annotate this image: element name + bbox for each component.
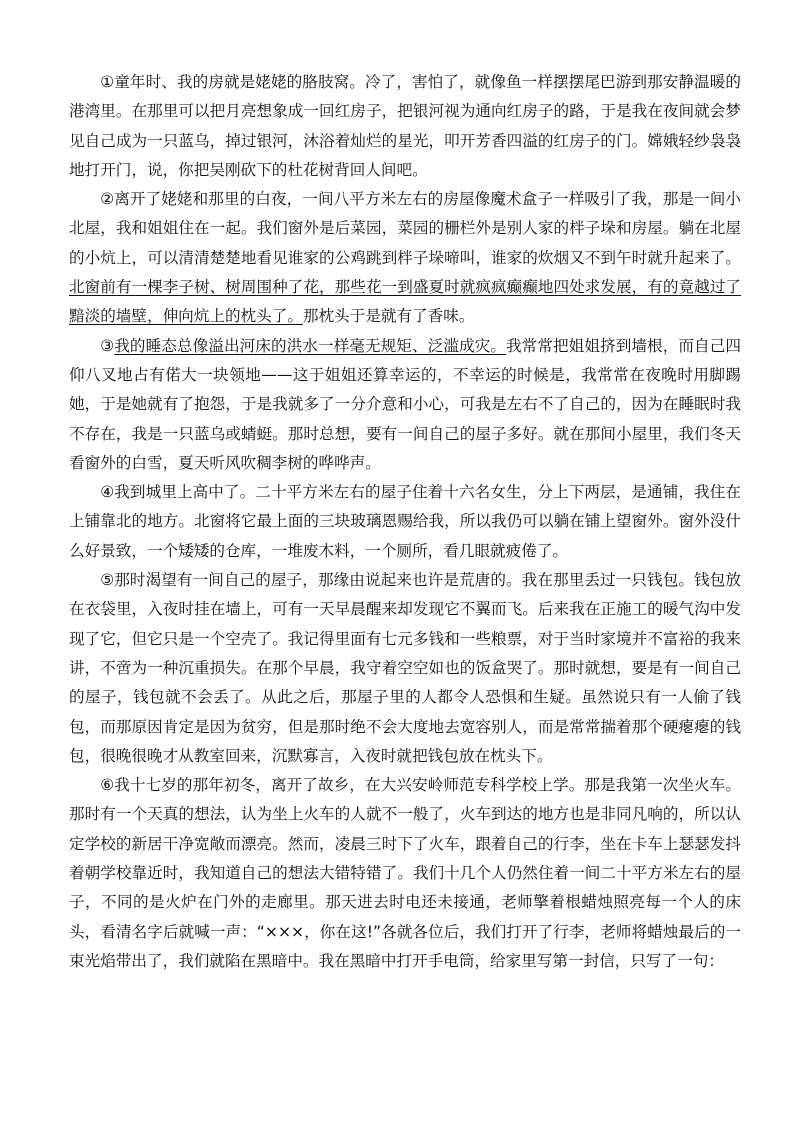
text-segment: 那枕头于是就有了香味。	[302, 307, 475, 326]
paragraph-1	[69, 68, 741, 185]
text-segment: 我常常把姐姐挤到墙根，而自己四仰八叉地占有偌大一块领地——这于姐姐还算幸运的，不幸运的时候是，我常常在夜晚时用脚踢她，于是她就有了抱怨，于是我就多了一分介意和小心，可我是左右不了自己的，因为在睡眠时我不存在，我是一只蓝乌或蜻蜓。那时总想，要有一间自己的屋子多好。就在那间小屋里，我们冬天看窗外的白雪，夏天听风吹稠李树的哗哗声。	[69, 336, 741, 472]
paragraph-2	[69, 185, 741, 331]
document-page	[69, 68, 741, 976]
text-segment: ④我到城里上高中了。二十平方米左右的屋子住着十六名女生，分上下两层，是通铺，我住在上铺靠北的地方。北窗将它最上面的三块玻璃恩赐给我，所以我仍可以躺在铺上望窗外。窗外没什么好景致，一个矮矮的仓库，一堆废木料，一个厕所，看几眼就疲倦了。	[69, 483, 741, 560]
paragraph-3	[69, 332, 741, 478]
underlined-sentence: 我的睡态总像溢出河床的洪水一样毫无规矩、泛滥成灾。	[114, 336, 506, 355]
paragraph-number: ③	[100, 336, 115, 355]
text-segment: ①童年时、我的房就是姥姥的胳肢窝。冷了，害怕了，就像鱼一样摆摆尾巴游到那安静温暖的港湾里。在那里可以把月亮想象成一回红房子，把银河视为通向红房子的路，于是我在夜间就会梦见自己成为一只蓝乌，掉过银河，沐浴着灿烂的星光，叩开芳香四溢的红房子的门。嫦娥轻纱袅袅地打开门，说，你把吴刚砍下的杜花树背回人间吧。	[69, 73, 741, 179]
text-segment: ⑤那时渴望有一间自己的屋子，那缘由说起来也许是荒唐的。我在那里丢过一只钱包。钱包放在衣袋里，入夜时挂在墙上，可有一天早晨醒来却发现它不翼而飞。后来我在正施工的暖气沟中发现了它，但它只是一个空壳了。我记得里面有七元多钱和一些粮票，对于当时家境并不富裕的我来讲，不啻为一种沉重损失。在那个早晨，我守着空空如也的饭盒哭了。那时就想，要是有一间自己的屋子，钱包就不会丢了。从此之后，那屋子里的人都令人恐惧和生疑。虽然说只有一人偷了钱包，而那原因肯定是因为贫穷，但是那时绝不会大度地去宽容别人，而是常常揣着那个硬瘪瘪的钱包，很晚很晚才从教室回来，沉默寡言，入夜时就把钱包放在枕头下。	[69, 571, 741, 765]
paragraph-4	[69, 478, 741, 566]
underlined-sentence: 北窗前有一棵李子树、树周围种了花，那些花一到盛夏时就疯疯癫癫地四处求发展，有的竟越过了黯淡的墙壁，伸向炕上的枕头了。	[69, 278, 741, 326]
text-segment: ⑥我十七岁的那年初冬，离开了故乡，在大兴安岭师范专科学校上学。那是我第一次坐火车。那时有一个天真的想法，认为坐上火车的人就不一般了，火车到达的地方也是非同凡响的，所以认定学校的新居干净宽敞而漂亮。然而，凌晨三时下了火车，跟着自己的行李，坐在卡车上瑟瑟发抖着朝学校靠近时，我知道自己的想法大错特错了。我们十几个人仍然住着一间二十平方米左右的屋子，不同的是火炉在门外的走廊里。那天进去时电还未接通，老师擎着根蜡烛照亮每一个人的床头，看清名字后就喊一声：“×××，你在这!”各就各位后，我们打开了行李，老师将蜡烛最后的一束光焰带出了，我们就陷在黑暗中。我在黑暗中打开手电筒，给家里写第一封信，只写了一句：	[69, 776, 741, 970]
text-segment: ②离开了姥姥和那里的白夜，一间八平方米左右的房屋像魔术盒子一样吸引了我，那是一间小北屋，我和姐姐住在一起。我们窗外是后菜园，菜园的栅栏外是别人家的柈子垛和房屋。躺在北屋的小炕上，可以清清楚楚地看见谁家的公鸡跳到柈子垛啼叫，谁家的炊烟又不到午时就升起来了。	[69, 190, 741, 267]
paragraph-6	[69, 771, 741, 976]
paragraph-5	[69, 566, 741, 771]
